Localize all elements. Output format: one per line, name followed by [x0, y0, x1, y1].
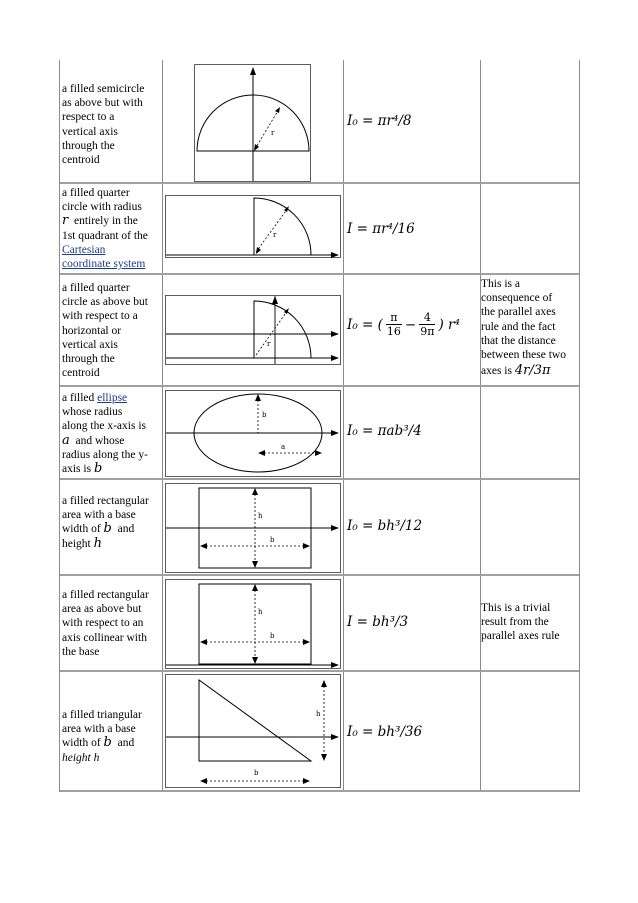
table-row — [60, 387, 579, 480]
a-label: a — [281, 443, 286, 451]
figure-cell — [162, 60, 344, 182]
table-row — [60, 60, 579, 184]
note-text: This is a consequence of the parallel axes rule and the fact that the distance between these two axes is 4r/3π — [481, 278, 566, 379]
description-cell — [60, 387, 163, 478]
b-label: b — [254, 769, 259, 777]
h-label: h — [258, 608, 263, 616]
b-label: b — [262, 411, 267, 419]
formula-cell — [343, 672, 481, 790]
h-label: h — [316, 710, 321, 718]
figure-cell — [162, 387, 344, 478]
description-text: a filled rectangular area as above but with respect to an axis collinear with the base — [62, 589, 149, 658]
description-text: a filled rectangular area with a base width of b and height h — [62, 495, 149, 551]
note-cell — [480, 387, 579, 478]
figure-cell — [162, 576, 344, 670]
b-label: b — [270, 536, 275, 544]
quarter-circle-figure — [165, 195, 341, 258]
ellipse-figure — [165, 390, 341, 477]
table-row — [60, 184, 579, 275]
note-cell — [480, 275, 579, 385]
formula: I = πr⁴/16 — [347, 221, 415, 237]
formula-cell — [343, 275, 481, 385]
h-label: h — [258, 512, 263, 520]
rectangle-base-axis-figure — [165, 579, 341, 669]
table-row — [60, 480, 579, 576]
figure-cell — [162, 275, 344, 385]
formula: I₀ = πr⁴/8 — [347, 113, 412, 129]
note-cell — [480, 480, 579, 574]
description-cell — [60, 672, 163, 790]
description-cell — [60, 275, 163, 385]
figure-cell — [162, 480, 344, 574]
formula-cell — [343, 480, 481, 574]
description-text: a filled quarter circle with radius r entirely in the 1st quadrant of the Cartesian coordinate system — [62, 186, 160, 271]
description-text: a filled quarter circle as above but with respect to a horizontal or vertical axis through the centroid — [62, 282, 148, 380]
formula: I₀ = πab³/4 — [347, 423, 422, 439]
triangle-figure — [165, 674, 341, 788]
description-cell — [60, 184, 163, 273]
description-text: a filled semicircle as above but with respect to a vertical axis through the centroid — [62, 83, 145, 167]
b-label: b — [270, 632, 275, 640]
figure-cell — [162, 672, 344, 790]
note-text: This is a trivial result from the parallel axes rule — [481, 602, 560, 643]
formula-cell — [343, 387, 481, 478]
note-cell — [480, 576, 579, 670]
note-cell — [480, 60, 579, 182]
formula: I = bh³/3 — [347, 614, 409, 630]
radius-label: r — [267, 340, 271, 348]
note-cell — [480, 672, 579, 790]
table-row — [60, 672, 579, 792]
formula-cell — [343, 184, 481, 273]
cartesian-coordinate-system-link[interactable]: Cartesian coordinate system — [62, 243, 146, 271]
rectangle-centroid-figure — [165, 483, 341, 573]
table-row — [60, 576, 579, 672]
radius-label: r — [271, 129, 275, 137]
semicircle-vertical-axis-figure — [194, 64, 311, 182]
formula-cell — [343, 60, 481, 182]
note-cell — [480, 184, 579, 273]
ellipse-link[interactable]: ellipse — [97, 392, 128, 404]
description-text: a filled triangular area with a base width of b and height h — [62, 709, 142, 764]
formula: I₀ = bh³/36 — [347, 724, 423, 740]
moment-of-inertia-table — [59, 60, 580, 792]
description-cell — [60, 576, 163, 670]
formula: I₀ = ( π 16 − $\frac{4}{9\pi}$ ) r⁴ — [347, 311, 460, 338]
description-cell — [60, 60, 163, 182]
description-cell — [60, 480, 163, 574]
table-row — [60, 275, 579, 387]
formula-cell — [343, 576, 481, 670]
figure-cell — [162, 184, 344, 273]
quarter-circle-centroid-figure — [165, 295, 341, 365]
radius-label: r — [273, 231, 277, 239]
formula: I₀ = bh³/12 — [347, 518, 423, 534]
description-text: a filled ellipse whose radius along the x-axis is a and whose radius along the y- axis is b — [62, 392, 148, 477]
